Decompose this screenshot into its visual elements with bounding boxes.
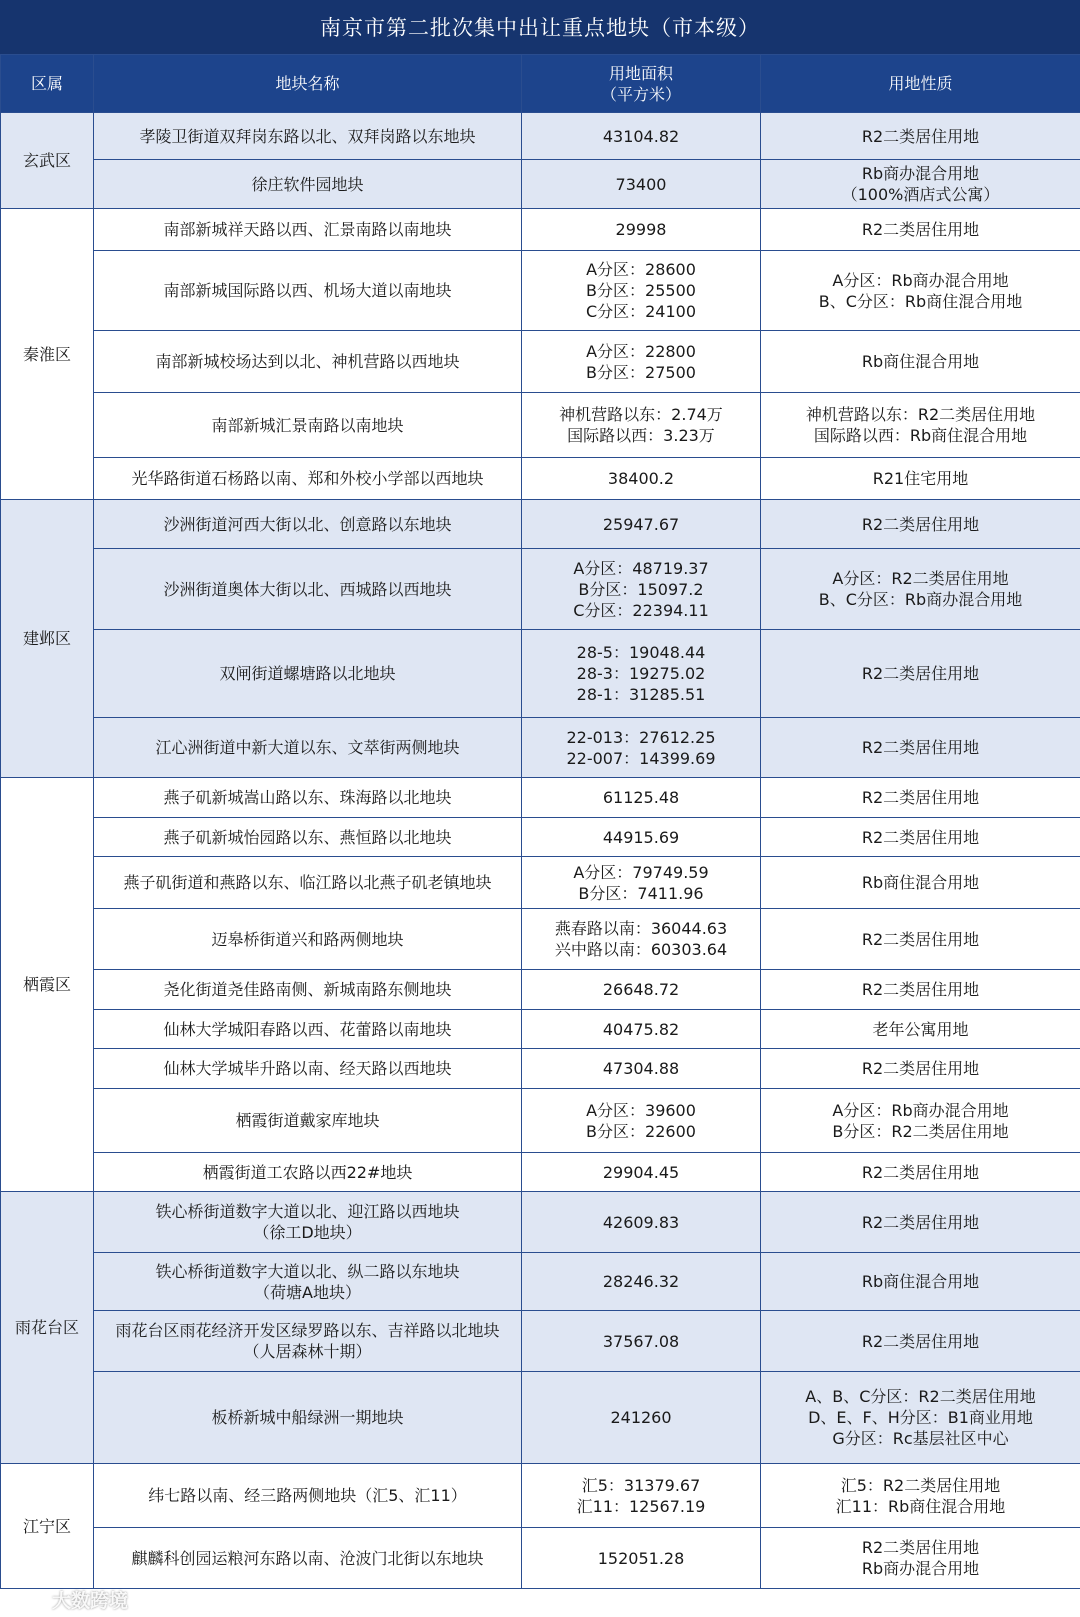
cell-text-line: 47304.88 xyxy=(602,1059,680,1078)
land-use-cell xyxy=(761,458,1080,500)
parcel-name-cell xyxy=(94,1311,522,1372)
table-row xyxy=(1,458,1080,500)
table-row xyxy=(1,113,1080,160)
area-cell xyxy=(522,393,761,458)
cell-text-line: 燕春路以南：36044.63 xyxy=(554,919,728,938)
cell-text-line: 燕子矶街道和燕路以东、临江路以北燕子矶老镇地块 xyxy=(123,873,492,892)
cell-text-line: 25947.67 xyxy=(602,514,680,534)
table-row xyxy=(1,1049,1080,1089)
area-cell xyxy=(522,331,761,393)
cell-text-line: R2二类居住用地 xyxy=(861,1162,980,1182)
cell-text-line: 仙林大学城毕升路以南、经天路以西地块 xyxy=(163,1059,452,1078)
cell-text-line: 28-1：31285.51 xyxy=(576,685,706,704)
cell-text-line: A分区：48719.37 xyxy=(573,558,709,578)
table-row xyxy=(1,160,1080,209)
cell-text-line: R2二类居住用地 xyxy=(861,788,980,807)
cell-text-line: C分区：22394.11 xyxy=(573,600,709,620)
area-cell xyxy=(522,1311,761,1372)
cell-text-line: 纬七路以南、经三路两侧地块（汇5、汇11） xyxy=(148,1486,467,1505)
table-row xyxy=(1,1089,1080,1153)
parcel-name-cell xyxy=(94,251,522,331)
table-row xyxy=(1,209,1080,251)
area-cell xyxy=(522,549,761,630)
land-use-cell xyxy=(761,1464,1080,1528)
parcel-name-cell xyxy=(94,630,522,718)
cell-text-line: 燕子矶新城怡园路以东、燕恒路以北地块 xyxy=(163,827,452,847)
header-text-line: （平方米） xyxy=(600,84,681,104)
cell-text-line: 光华路街道石杨路以南、郑和外校小学部以西地块 xyxy=(131,469,484,488)
land-use-cell xyxy=(761,1049,1080,1089)
land-use-cell xyxy=(761,113,1080,160)
land-use-cell xyxy=(761,1089,1080,1153)
cell-text-line: 仙林大学城阳春路以西、花蕾路以南地块 xyxy=(163,1019,452,1039)
cell-text-line: 37567.08 xyxy=(602,1331,680,1351)
cell-text-line: 42609.83 xyxy=(602,1212,680,1232)
area-cell xyxy=(522,1049,761,1089)
area-cell xyxy=(522,818,761,857)
table-row xyxy=(1,857,1080,909)
table-row xyxy=(1,500,1080,549)
area-cell xyxy=(522,909,761,970)
district-cell: 秦淮区 xyxy=(1,209,94,500)
land-use-cell xyxy=(761,1192,1080,1253)
column-header-land-use: 用地性质 xyxy=(761,55,1080,113)
cell-text-line: A分区：79749.59 xyxy=(573,862,709,882)
cell-text-line: 尧化街道尧佳路南侧、新城南路东侧地块 xyxy=(163,980,452,999)
district-cell: 江宁区 xyxy=(1,1464,94,1589)
table-row xyxy=(1,718,1080,778)
area-cell xyxy=(522,970,761,1010)
table-header-row xyxy=(1,55,1080,113)
land-use-cell xyxy=(761,778,1080,818)
cell-text-line: G分区：Rc基层社区中心 xyxy=(832,1429,1009,1448)
land-use-cell xyxy=(761,209,1080,251)
parcel-name-cell xyxy=(94,1049,522,1089)
land-use-cell xyxy=(761,251,1080,331)
parcel-name-cell xyxy=(94,1010,522,1049)
parcel-name-cell xyxy=(94,857,522,909)
land-parcel-table xyxy=(0,54,1080,1589)
cell-text-line: 152051.28 xyxy=(597,1548,685,1568)
table-row xyxy=(1,1372,1080,1464)
cell-text-line: B分区：7411.96 xyxy=(578,883,704,903)
cell-text-line: 22-007：14399.69 xyxy=(566,748,716,768)
cell-text-line: 73400 xyxy=(615,174,667,194)
table-row xyxy=(1,778,1080,818)
cell-text-line: 迈皋桥街道兴和路两侧地块 xyxy=(211,929,404,949)
land-use-cell xyxy=(761,718,1080,778)
area-cell xyxy=(522,718,761,778)
area-cell xyxy=(522,160,761,209)
table-row xyxy=(1,331,1080,393)
land-use-cell xyxy=(761,331,1080,393)
cell-text-line: R2二类居住用地 xyxy=(861,1059,980,1078)
table-row xyxy=(1,630,1080,718)
parcel-name-cell xyxy=(94,393,522,458)
area-cell xyxy=(522,1253,761,1311)
parcel-name-cell xyxy=(94,331,522,393)
land-use-cell xyxy=(761,549,1080,630)
parcel-name-cell xyxy=(94,1464,522,1528)
cell-text-line: 神机营路以东：R2二类居住用地 xyxy=(805,405,1036,424)
cell-text-line: （徐工D地块） xyxy=(253,1223,362,1242)
cell-text-line: 神机营路以东：2.74万 xyxy=(559,405,723,424)
cell-text-line: Rb商办混合用地 xyxy=(861,164,980,183)
cell-text-line: R2二类居住用地 xyxy=(861,929,980,949)
area-cell xyxy=(522,857,761,909)
parcel-name-cell xyxy=(94,1528,522,1589)
cell-text-line: A、B、C分区：R2二类居住用地 xyxy=(805,1387,1036,1406)
parcel-name-cell xyxy=(94,1253,522,1311)
cell-text-line: 汇11：12567.19 xyxy=(576,1496,706,1516)
land-use-cell xyxy=(761,970,1080,1010)
cell-text-line: 26648.72 xyxy=(602,980,680,999)
cell-text-line: 双闸街道螺塘路以北地块 xyxy=(219,664,396,683)
parcel-name-cell xyxy=(94,500,522,549)
cell-text-line: Rb商办混合用地 xyxy=(861,1559,980,1578)
cell-text-line: B、C分区：Rb商住混合用地 xyxy=(818,291,1023,311)
land-use-cell xyxy=(761,160,1080,209)
land-use-cell xyxy=(761,1253,1080,1311)
cell-text-line: B分区：27500 xyxy=(586,362,696,382)
cell-text-line: 沙洲街道河西大街以北、创意路以东地块 xyxy=(163,514,452,534)
table-row xyxy=(1,1464,1080,1528)
land-use-cell xyxy=(761,909,1080,970)
table-row xyxy=(1,1010,1080,1049)
parcel-name-cell xyxy=(94,818,522,857)
area-cell xyxy=(522,630,761,718)
table-row xyxy=(1,1311,1080,1372)
cell-text-line: B分区：25500 xyxy=(586,281,696,300)
land-use-cell xyxy=(761,857,1080,909)
cell-text-line: B分区：22600 xyxy=(586,1121,696,1141)
parcel-name-cell xyxy=(94,209,522,251)
page-title: 南京市第二批次集中出让重点地块（市本级） xyxy=(0,0,1080,54)
area-cell xyxy=(522,1192,761,1253)
land-use-cell xyxy=(761,500,1080,549)
parcel-name-cell xyxy=(94,778,522,818)
cell-text-line: B分区：R2二类居住用地 xyxy=(832,1121,1009,1141)
cell-text-line: R2二类居住用地 xyxy=(861,980,980,999)
cell-text-line: 铁心桥街道数字大道以北、纵二路以东地块 xyxy=(155,1261,460,1281)
cell-text-line: 南部新城校场达到以北、神机营路以西地块 xyxy=(155,352,460,371)
land-use-cell xyxy=(761,393,1080,458)
cell-text-line: B分区：15097.2 xyxy=(578,579,704,599)
cell-text-line: 28-5：19048.44 xyxy=(576,643,706,662)
cell-text-line: Rb商住混合用地 xyxy=(861,1272,980,1291)
area-cell xyxy=(522,1010,761,1049)
table-row xyxy=(1,818,1080,857)
cell-text-line: 43104.82 xyxy=(602,126,680,146)
cell-text-line: 汇11：Rb商住混合用地 xyxy=(835,1496,1006,1516)
cell-text-line: 汇5：R2二类居住用地 xyxy=(840,1475,1001,1495)
area-cell xyxy=(522,500,761,549)
land-use-cell xyxy=(761,1153,1080,1192)
cell-text-line: 国际路以西：Rb商住混合用地 xyxy=(813,426,1028,445)
area-cell xyxy=(522,209,761,251)
land-use-cell xyxy=(761,1372,1080,1464)
district-cell: 雨花台区 xyxy=(1,1192,94,1464)
table-row xyxy=(1,909,1080,970)
cell-text-line: 28246.32 xyxy=(602,1272,680,1291)
cell-text-line: A分区：39600 xyxy=(586,1100,696,1120)
column-header-district: 区属 xyxy=(1,55,94,113)
area-cell xyxy=(522,1089,761,1153)
cell-text-line: R2二类居住用地 xyxy=(861,1212,980,1232)
cell-text-line: A分区：Rb商办混合用地 xyxy=(832,1100,1009,1120)
cell-text-line: 南部新城祥天路以西、汇景南路以南地块 xyxy=(163,220,452,239)
column-header-area xyxy=(522,55,761,113)
area-cell xyxy=(522,1153,761,1192)
table-row xyxy=(1,1528,1080,1589)
cell-text-line: 栖霞街道工农路以西22#地块 xyxy=(202,1162,413,1182)
cell-text-line: 38400.2 xyxy=(607,469,675,488)
parcel-name-cell xyxy=(94,1372,522,1464)
district-cell: 建邺区 xyxy=(1,500,94,778)
cell-text-line: 南部新城汇景南路以南地块 xyxy=(211,415,404,435)
parcel-name-cell xyxy=(94,909,522,970)
land-use-cell xyxy=(761,1311,1080,1372)
cell-text-line: 61125.48 xyxy=(602,788,680,807)
parcel-name-cell xyxy=(94,160,522,209)
cell-text-line: （荷塘A地块） xyxy=(254,1282,361,1302)
cell-text-line: 孝陵卫街道双拜岗东路以北、双拜岗路以东地块 xyxy=(139,126,476,146)
area-cell xyxy=(522,1464,761,1528)
cell-text-line: 28-3：19275.02 xyxy=(576,664,706,683)
cell-text-line: Rb商住混合用地 xyxy=(861,873,980,892)
cell-text-line: 江心洲街道中新大道以东、文萃街两侧地块 xyxy=(155,738,460,757)
land-use-cell xyxy=(761,818,1080,857)
table-row xyxy=(1,1253,1080,1311)
cell-text-line: （人居森林十期） xyxy=(243,1342,372,1361)
header-text-line: 用地面积 xyxy=(608,63,673,83)
cell-text-line: 沙洲街道奥体大街以北、西城路以西地块 xyxy=(163,579,452,599)
cell-text-line: C分区：24100 xyxy=(585,302,697,321)
cell-text-line: A分区：Rb商办混合用地 xyxy=(832,270,1009,290)
cell-text-line: 国际路以西：3.23万 xyxy=(567,426,715,445)
land-use-cell xyxy=(761,1528,1080,1589)
table-row xyxy=(1,549,1080,630)
cell-text-line: 板桥新城中船绿洲一期地块 xyxy=(211,1408,404,1427)
area-cell xyxy=(522,1372,761,1464)
cell-text-line: R2二类居住用地 xyxy=(861,827,980,847)
cell-text-line: R2二类居住用地 xyxy=(861,738,980,757)
area-cell xyxy=(522,1528,761,1589)
watermark-logo-icon xyxy=(6,1587,46,1611)
parcel-name-cell xyxy=(94,458,522,500)
table-row xyxy=(1,251,1080,331)
cell-text-line: 铁心桥街道数字大道以北、迎江路以西地块 xyxy=(155,1202,460,1221)
parcel-name-cell xyxy=(94,970,522,1010)
cell-text-line: 徐庄软件园地块 xyxy=(251,174,364,194)
parcel-name-cell xyxy=(94,1089,522,1153)
watermark xyxy=(6,1585,128,1613)
cell-text-line: （100%酒店式公寓） xyxy=(841,185,1000,204)
watermark-text: 大数跨境 xyxy=(52,1589,129,1612)
cell-text-line: R2二类居住用地 xyxy=(861,220,980,239)
parcel-name-cell xyxy=(94,1192,522,1253)
cell-text-line: R2二类居住用地 xyxy=(861,664,980,683)
parcel-name-cell xyxy=(94,1153,522,1192)
cell-text-line: Rb商住混合用地 xyxy=(861,352,980,371)
table-row xyxy=(1,1192,1080,1253)
district-cell: 栖霞区 xyxy=(1,778,94,1192)
land-use-cell xyxy=(761,630,1080,718)
parcel-name-cell xyxy=(94,113,522,160)
cell-text-line: 麒麟科创园运粮河东路以南、沧波门北街以东地块 xyxy=(131,1548,484,1568)
cell-text-line: R2二类居住用地 xyxy=(861,1331,980,1351)
parcel-name-cell xyxy=(94,718,522,778)
area-cell xyxy=(522,778,761,818)
cell-text-line: A分区：R2二类居住用地 xyxy=(832,569,1009,588)
cell-text-line: 兴中路以南：60303.64 xyxy=(554,940,728,959)
cell-text-line: 南部新城国际路以西、机场大道以南地块 xyxy=(163,281,452,300)
cell-text-line: 44915.69 xyxy=(602,827,680,847)
table-body xyxy=(1,113,1080,1589)
table-row xyxy=(1,393,1080,458)
cell-text-line: R2二类居住用地 xyxy=(861,514,980,534)
table-row xyxy=(1,1153,1080,1192)
cell-text-line: 241260 xyxy=(610,1408,672,1427)
cell-text-line: 栖霞街道戴家库地块 xyxy=(235,1111,380,1130)
cell-text-line: 22-013：27612.25 xyxy=(566,727,716,747)
cell-text-line: R2二类居住用地 xyxy=(861,1538,980,1557)
area-cell xyxy=(522,458,761,500)
cell-text-line: 雨花台区雨花经济开发区绿罗路以东、吉祥路以北地块 xyxy=(115,1321,500,1340)
district-cell: 玄武区 xyxy=(1,113,94,209)
table-row xyxy=(1,970,1080,1010)
cell-text-line: R2二类居住用地 xyxy=(861,126,980,146)
column-header-parcel-name: 地块名称 xyxy=(94,55,522,113)
cell-text-line: 29904.45 xyxy=(602,1162,680,1182)
cell-text-line: A分区：22800 xyxy=(586,341,696,361)
cell-text-line: D、E、F、H分区：B1商业用地 xyxy=(808,1408,1033,1427)
cell-text-line: 汇5：31379.67 xyxy=(581,1475,701,1495)
land-use-cell xyxy=(761,1010,1080,1049)
cell-text-line: R21住宅用地 xyxy=(872,469,969,488)
cell-text-line: 老年公寓用地 xyxy=(872,1019,969,1039)
cell-text-line: 29998 xyxy=(615,220,667,239)
cell-text-line: B、C分区：Rb商办混合用地 xyxy=(818,590,1023,609)
area-cell xyxy=(522,113,761,160)
area-cell xyxy=(522,251,761,331)
cell-text-line: A分区：28600 xyxy=(586,260,696,279)
parcel-name-cell xyxy=(94,549,522,630)
cell-text-line: 40475.82 xyxy=(602,1019,680,1039)
cell-text-line: 燕子矶新城嵩山路以东、珠海路以北地块 xyxy=(163,788,452,807)
